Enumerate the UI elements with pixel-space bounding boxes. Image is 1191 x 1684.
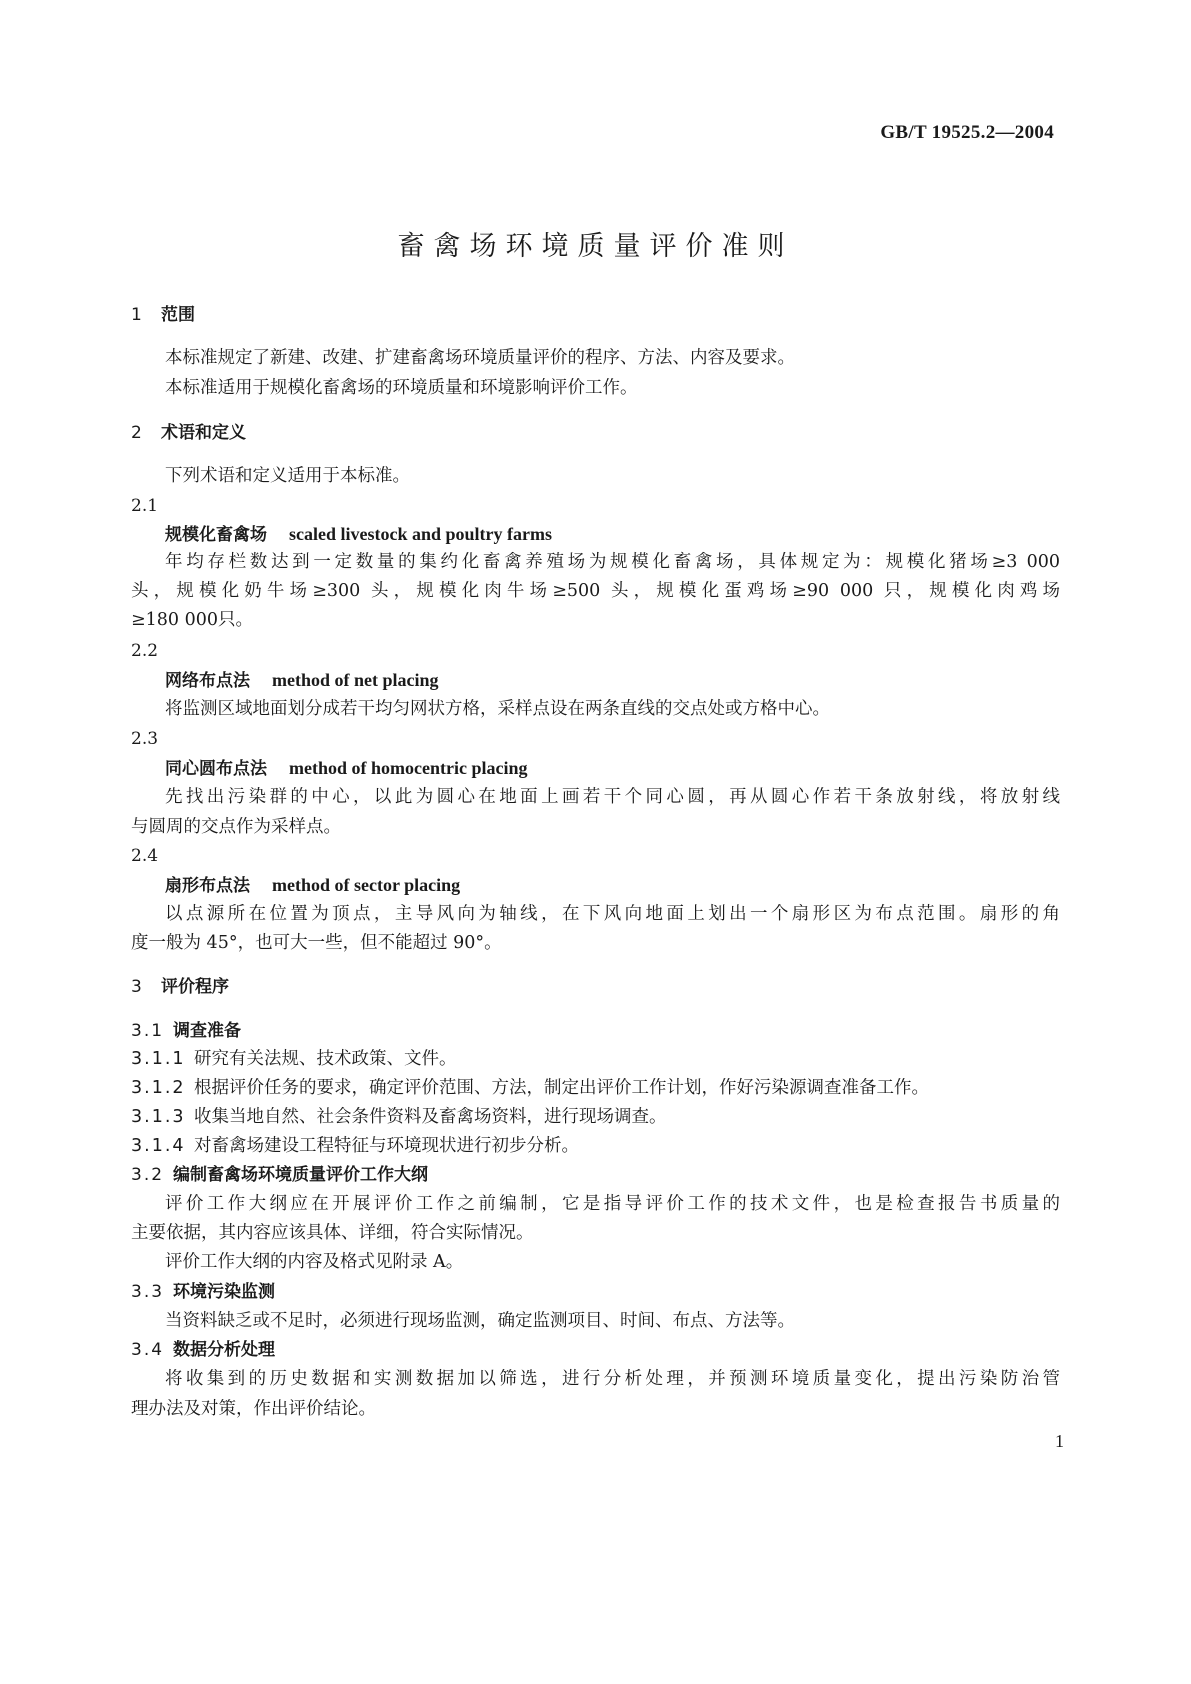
clause-number: 2.4 [131, 846, 159, 866]
term-entry [165, 756, 527, 781]
paragraph-line: 主要依据，其内容应该具体、详细，符合实际情况。 [131, 1223, 534, 1243]
subsection-number: 3.3 [131, 1282, 165, 1302]
section-number: 1 [131, 305, 144, 325]
paragraph-line: 评价工作大纲的内容及格式见附录 A。 [165, 1252, 464, 1272]
section-2-heading [131, 421, 246, 445]
term-chinese: 同心圆布点法 [165, 759, 267, 779]
definition-line: 年均存栏数达到一定数量的集约化畜禽养殖场为规模化畜禽场，具体规定为：规模化猪场≥3 000 [165, 552, 1060, 572]
paragraph-line: 将收集到的历史数据和实测数据加以筛选，进行分析处理，并预测环境质量变化，提出污染防治管 [165, 1369, 1060, 1389]
definition-line: 将监测区域地面划分成若干均匀网状方格，采样点设在两条直线的交点处或方格中心。 [165, 699, 830, 719]
subsection-3-3-heading [131, 1280, 275, 1304]
clause-text: 研究有关法规、技术政策、文件。 [194, 1049, 457, 1069]
section-number: 2 [131, 423, 144, 443]
definition-line: ≥180 000只。 [131, 610, 254, 630]
subsection-number: 3.4 [131, 1340, 165, 1360]
section-3-heading [131, 975, 229, 999]
section-number: 3 [131, 977, 144, 997]
clause-number: 2.2 [131, 641, 159, 661]
clause-item [131, 1076, 929, 1100]
subsection-3-1-heading [131, 1019, 241, 1043]
subsection-title: 环境污染监测 [173, 1282, 275, 1302]
section-title: 评价程序 [161, 977, 229, 997]
definition-line: 先找出污染群的中心，以此为圆心在地面上画若干个同心圆，再从圆心作若干条放射线，将放射线 [165, 787, 1060, 807]
subsection-title: 数据分析处理 [173, 1340, 275, 1360]
term-english: method of net placing [272, 670, 439, 690]
paragraph-line: 评价工作大纲应在开展评价工作之前编制，它是指导评价工作的技术文件，也是检查报告书质量的 [165, 1194, 1060, 1214]
section-1-heading [131, 303, 195, 327]
clause-item [131, 1134, 579, 1158]
section-title: 术语和定义 [161, 423, 246, 443]
clause-text: 对畜禽场建设工程特征与环境现状进行初步分析。 [194, 1136, 579, 1156]
subsection-3-4-heading [131, 1338, 275, 1362]
clause-number: 3.1.4 [131, 1136, 186, 1156]
term-chinese: 规模化畜禽场 [165, 525, 267, 545]
term-entry [165, 668, 439, 693]
term-entry [165, 522, 552, 547]
clause-number: 3.1.1 [131, 1049, 186, 1069]
term-english: method of homocentric placing [289, 758, 528, 778]
paragraph-line: 当资料缺乏或不足时，必须进行现场监测，确定监测项目、时间、布点、方法等。 [165, 1311, 795, 1331]
definition-line: 与圆周的交点作为采样点。 [131, 817, 341, 837]
clause-item [131, 1047, 457, 1071]
term-chinese: 扇形布点法 [165, 876, 250, 896]
clause-item [131, 1105, 667, 1129]
clause-text: 收集当地自然、社会条件资料及畜禽场资料，进行现场调查。 [194, 1107, 667, 1127]
subsection-title: 编制畜禽场环境质量评价工作大纲 [173, 1165, 428, 1185]
subsection-number: 3.2 [131, 1165, 165, 1185]
term-english: scaled livestock and poultry farms [289, 524, 552, 544]
subsection-title: 调查准备 [173, 1021, 241, 1041]
page-number: 1 [1055, 1431, 1064, 1451]
subsection-3-2-heading [131, 1163, 428, 1187]
clause-text: 根据评价任务的要求，确定评价范围、方法，制定出评价工作计划，作好污染源调查准备工作。 [194, 1078, 929, 1098]
section-title: 范围 [161, 305, 195, 325]
definition-line: 头，规模化奶牛场≥300 头，规模化肉牛场≥500 头，规模化蛋鸡场≥90 000 只，规模化肉鸡场 [131, 581, 1060, 601]
paragraph: 下列术语和定义适用于本标准。 [165, 466, 410, 486]
paragraph-line: 理办法及对策，作出评价结论。 [131, 1399, 376, 1419]
document-title: 畜禽场环境质量评价准则 [397, 231, 794, 262]
standard-code: GB/T 19525.2—2004 [880, 122, 1054, 143]
term-chinese: 网络布点法 [165, 671, 250, 691]
term-english: method of sector placing [272, 875, 461, 895]
subsection-number: 3.1 [131, 1021, 165, 1041]
clause-number: 2.1 [131, 496, 159, 516]
clause-number: 3.1.2 [131, 1078, 186, 1098]
clause-number: 2.3 [131, 729, 159, 749]
definition-line: 以点源所在位置为顶点，主导风向为轴线，在下风向地面上划出一个扇形区为布点范围。扇形的角 [165, 904, 1060, 924]
paragraph: 本标准规定了新建、改建、扩建畜禽场环境质量评价的程序、方法、内容及要求。 [165, 348, 795, 368]
term-entry [165, 873, 460, 898]
clause-number: 3.1.3 [131, 1107, 186, 1127]
paragraph: 本标准适用于规模化畜禽场的环境质量和环境影响评价工作。 [165, 378, 638, 398]
definition-line: 度一般为 45°，也可大一些，但不能超过 90°。 [131, 933, 502, 953]
